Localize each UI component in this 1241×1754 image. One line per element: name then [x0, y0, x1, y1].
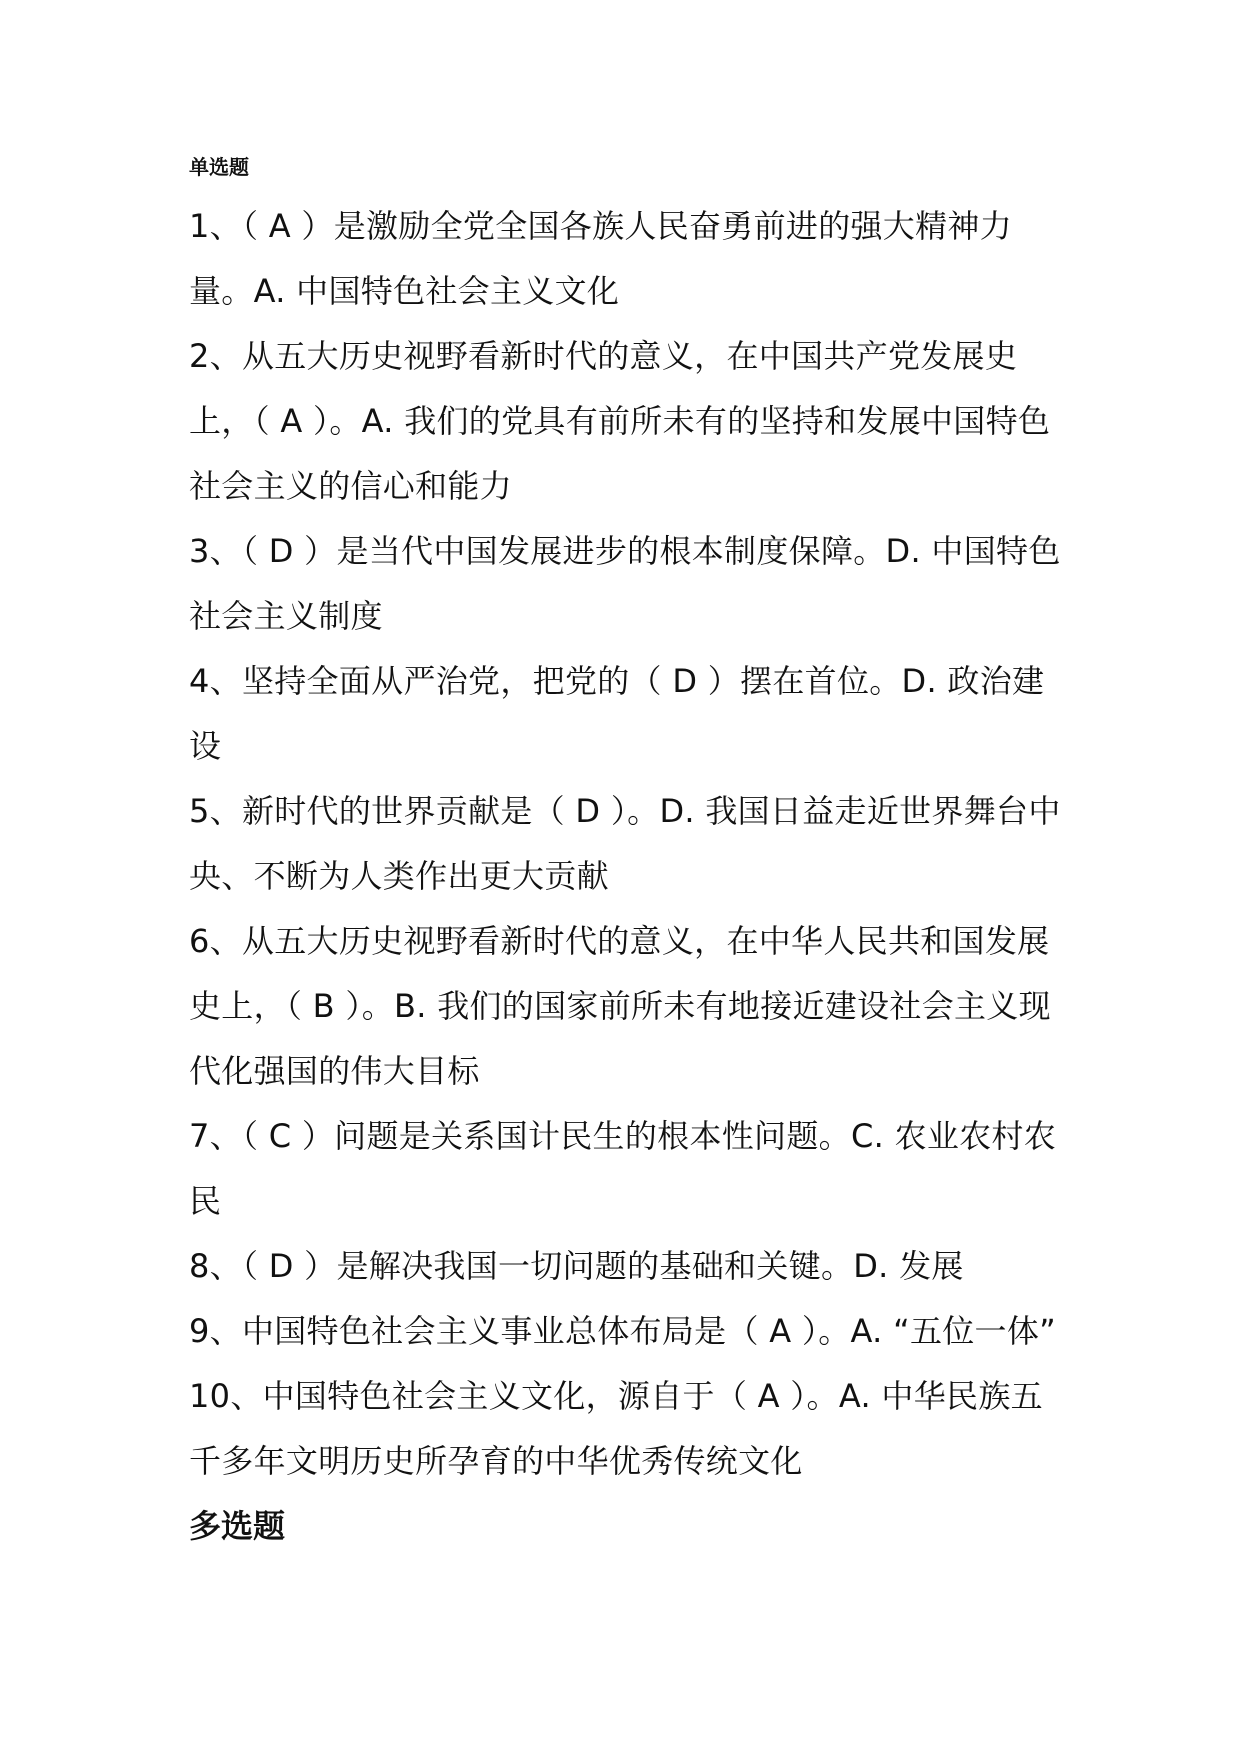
- question-5: 5、新时代的世界贡献是（ D ）。D. 我国日益走近世界舞台中央、不断为人类作出更大贡献: [189, 792, 1061, 895]
- question-7: 7、（ C ）问题是关系国计民生的根本性问题。C. 农业农村农民: [189, 1117, 1057, 1220]
- document-body: [189, 152, 1069, 1559]
- multi-choice-heading: 多选题: [189, 1507, 286, 1545]
- question-1: 1、（ A ）是激励全党全国各族人民奋勇前进的强大精神力量。A. 中国特色社会主义文化: [189, 207, 1012, 310]
- question-2: 2、从五大历史视野看新时代的意义，在中国共产党发展史上，（ A ）。A. 我们的党具有前所未有的坚持和发展中国特色社会主义的信心和能力: [189, 337, 1051, 505]
- single-choice-heading: 单选题: [189, 155, 249, 179]
- question-8: 8、（ D ）是解决我国一切问题的基础和关键。D. 发展: [189, 1247, 964, 1285]
- question-4: 4、坚持全面从严治党，把党的（ D ）摆在首位。D. 政治建设: [189, 662, 1045, 765]
- question-9: 9、中国特色社会主义事业总体布局是（ A ）。A. “五位一体”: [189, 1312, 1057, 1350]
- question-6: 6、从五大历史视野看新时代的意义，在中华人民共和国发展史上，（ B ）。B. 我们的国家前所未有地接近建设社会主义现代化强国的伟大目标: [189, 922, 1051, 1090]
- question-3: 3、（ D ）是当代中国发展进步的根本制度保障。D. 中国特色社会主义制度: [189, 532, 1061, 635]
- question-10: 10、中国特色社会主义文化，源自于（ A ）。A. 中华民族五千多年文明历史所孕育的中华优秀传统文化: [189, 1377, 1043, 1480]
